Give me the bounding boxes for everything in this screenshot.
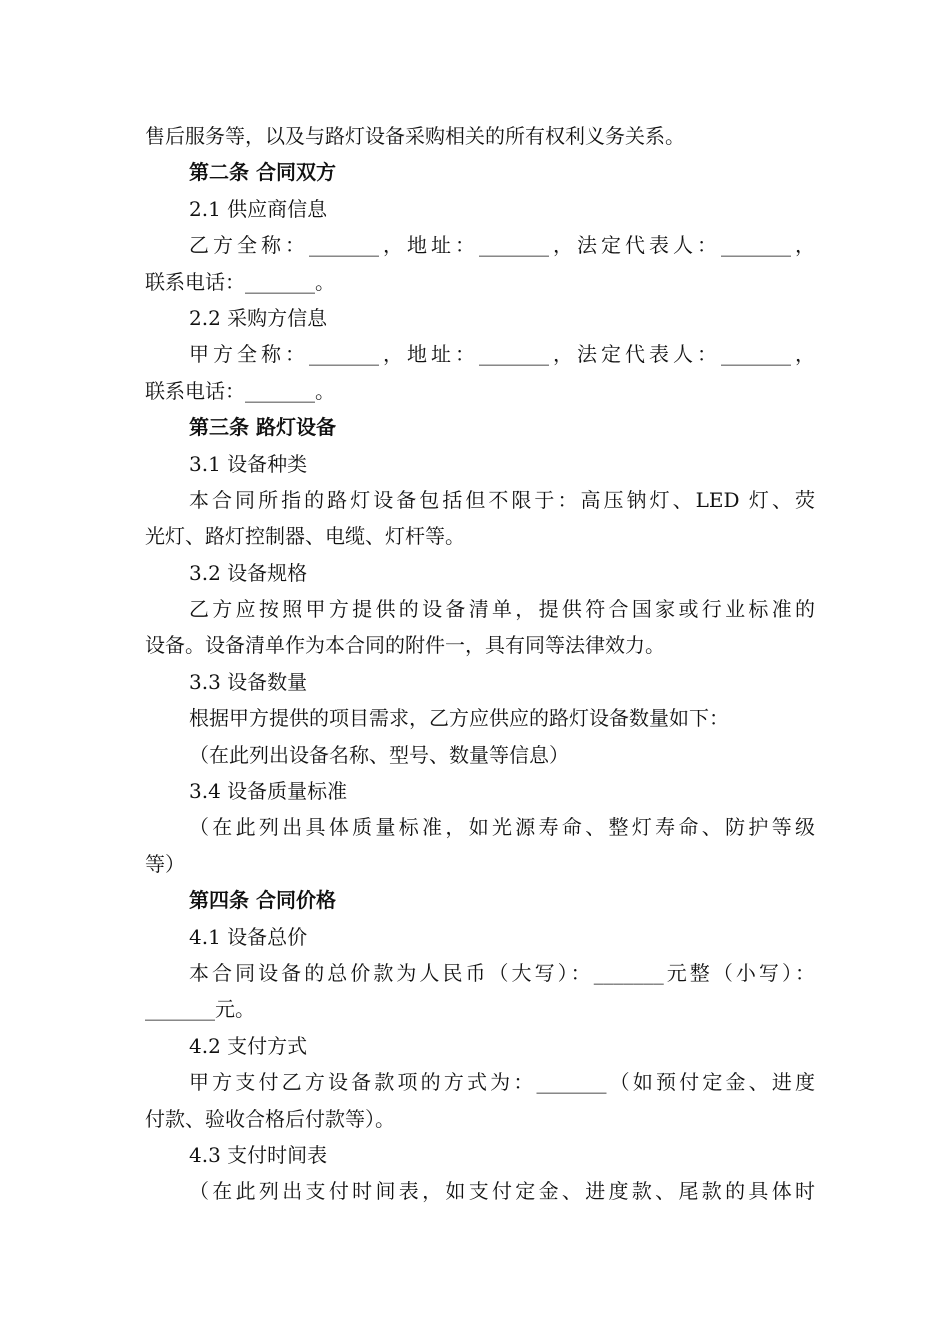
text-line: 根据甲方提供的项目需求，乙方应供应的路灯设备数量如下：: [189, 706, 729, 731]
text-line: 2.1 供应商信息: [189, 196, 328, 221]
text-line: （在此列出设备名称、型号、数量等信息）: [189, 742, 569, 767]
text-line: _______元。: [145, 997, 255, 1022]
text-line: 3.3 设备数量: [189, 669, 308, 694]
text-line: 3.2 设备规格: [189, 560, 308, 585]
text-line: 光灯、路灯控制器、电缆、灯杆等。: [145, 524, 465, 549]
document-page: [145, 118, 815, 1210]
text-line: 联系电话：_______。: [145, 269, 335, 294]
text-line: 4.2 支付方式: [189, 1033, 308, 1058]
text-line: 4.1 设备总价: [189, 924, 308, 949]
text-line: 本合同所指的路灯设备包括但不限于：高压钠灯、LED 灯、荧: [189, 487, 815, 512]
text-line: 3.4 设备质量标准: [189, 779, 348, 804]
text-line: 乙方应按照甲方提供的设备清单，提供符合国家或行业标准的: [189, 597, 815, 622]
text-line: 3.1 设备种类: [189, 451, 308, 476]
text-line: 甲方支付乙方设备款项的方式为：_______（如预付定金、进度: [189, 1070, 815, 1095]
text-line: 联系电话：_______。: [145, 378, 335, 403]
text-line: （在此列出支付时间表，如支付定金、进度款、尾款的具体时: [189, 1179, 815, 1204]
section-heading: 第三条 路灯设备: [189, 415, 336, 440]
text-line: 4.3 支付时间表: [189, 1142, 328, 1167]
text-line: 乙方全称：_______，地址：_______，法定代表人：_______，: [189, 233, 815, 258]
text-line: 付款、验收合格后付款等）。: [145, 1106, 395, 1131]
text-line: 售后服务等，以及与路灯设备采购相关的所有权利义务关系。: [145, 124, 685, 148]
document-body: [145, 118, 815, 1210]
text-line: 本合同设备的总价款为人民币（大写）：_______元整（小写）：: [189, 960, 815, 985]
text-line: （在此列出具体质量标准，如光源寿命、整灯寿命、防护等级: [189, 815, 815, 840]
text-line: 2.2 采购方信息: [189, 305, 328, 330]
text-line: 设备。设备清单作为本合同的附件一，具有同等法律效力。: [145, 633, 665, 658]
section-heading: 第二条 合同双方: [189, 160, 336, 185]
text-line: 甲方全称：_______，地址：_______，法定代表人：_______，: [189, 342, 815, 367]
text-line: 等）: [145, 851, 185, 876]
section-heading: 第四条 合同价格: [189, 888, 336, 913]
